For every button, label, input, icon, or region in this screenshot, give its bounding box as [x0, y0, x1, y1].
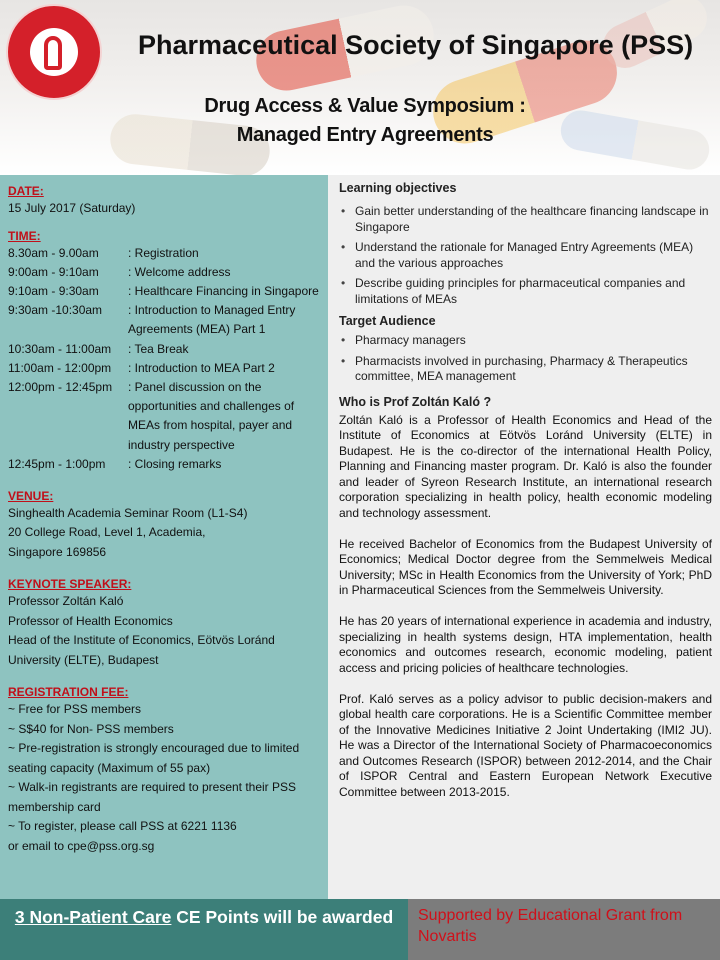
bio-paragraph: He received Bachelor of Economics from the Budapest University of Economics; Medical Doctor degree from the Semmelweis Medical University; MSc in Health Economics from the University of York; PhD in Pharmaceutical Sciences from the Semmelweis University.	[339, 536, 712, 597]
fee-line: ~ Free for PSS members	[8, 702, 142, 717]
schedule-desc: : Introduction to MEA Part 2	[128, 360, 275, 375]
list-item: • Pharmacists involved in purchasing, Pharmacy & Therapeutics committee, MEA management	[339, 354, 712, 385]
ce-points-highlight: 3 Non-Patient Care	[14, 907, 172, 927]
keynote-line: Professor of Health Economics	[8, 613, 173, 628]
fee-line: ~ To register, please call PSS at 6221 1136 or email to cpe@pss.org.sg	[8, 819, 237, 853]
header-banner	[0, 0, 720, 175]
schedule-row	[8, 378, 328, 455]
list-item: • Gain better understanding of the healthcare financing landscape in Singapore	[339, 204, 712, 235]
schedule-desc: : Tea Break	[128, 341, 189, 356]
schedule-time: 9:10am - 9:30am	[8, 283, 99, 298]
learning-objectives-list	[339, 204, 712, 307]
schedule-row	[8, 455, 328, 474]
schedule-row	[8, 263, 328, 282]
keynote-line: Professor Zoltán Kaló	[8, 594, 124, 609]
schedule-row	[8, 244, 328, 263]
bio-heading: Who is Prof Zoltán Kaló ?	[339, 394, 492, 409]
keynote-line: Head of the Institute of Economics, Eötvös Loránd University (ELTE), Budapest	[8, 633, 275, 667]
fee-line: ~ Pre-registration is strongly encouraged due to limited seating capacity (Maximum of 55 pax)	[8, 741, 300, 775]
event-title-line2: Managed Entry Agreements	[236, 124, 494, 146]
sponsor-banner	[408, 899, 720, 960]
event-details-panel	[0, 175, 328, 899]
bio-paragraph: He has 20 years of international experience in academia and industry, specializing in health systems design, HTA implementation, health economics and outcomes research, economic modeling, patient access and pricing policies of healthcare technologies.	[339, 614, 712, 675]
pss-logo	[6, 4, 102, 100]
bio-paragraph: Zoltán Kaló is a Professor of Health Economics and Head of the Institute of Economics at Eötvös Loránd University (ELTE) in Budapest. He is the co-director of the international Health Policy, Planning and Financing master program. Dr. Kaló is also the founder and leader of Syreon Research Institute, an international research corporation specializing in health policy, health economic modeling and technology assessment.	[339, 412, 712, 520]
learning-objectives-heading: Learning objectives	[339, 181, 457, 195]
schedule-time: 9:30am -10:30am	[8, 303, 103, 318]
date-value: 15 July 2017 (Saturday)	[8, 201, 136, 215]
event-title	[165, 92, 565, 150]
pill-image	[558, 107, 713, 172]
schedule-desc: : Closing remarks	[128, 456, 222, 471]
schedule-row	[8, 282, 328, 301]
schedule-row	[8, 340, 328, 359]
sponsor-text: Supported by Educational Grant from Novartis	[418, 907, 683, 945]
schedule-time: 11:00am - 12:00pm	[8, 360, 112, 375]
time-label: TIME:	[8, 228, 41, 243]
bio-paragraph: Prof. Kaló serves as a policy advisor to public decision-makers and global health care corporations. He is a Scientific Committee member of the Innovative Medicines Initiative 2 Joint Undertaking (IMI2 JU). He was a Director of the International Society of Pharmacoeconomics and Outcomes Research (ISPOR) between 2012-2014, and the Chair of ISPOR Central and Eastern European Network Executive Committee between 2013-2015.	[339, 691, 712, 799]
schedule-desc: : Introduction to Managed Entry Agreements (MEA) Part 1	[128, 303, 296, 337]
target-audience-list	[339, 333, 712, 385]
schedule-list	[8, 244, 328, 474]
schedule-row	[8, 359, 328, 378]
schedule-desc: : Registration	[128, 245, 199, 260]
venue-line: Singhealth Academia Seminar Room (L1-S4)	[8, 505, 248, 520]
schedule-time: 8.30am - 9.00am	[8, 245, 99, 260]
list-item: • Describe guiding principles for pharmaceutical companies and limitations of MEAs	[339, 276, 712, 307]
list-item: • Pharmacy managers	[339, 333, 712, 349]
event-title-line1: Drug Access & Value Symposium :	[204, 95, 526, 117]
logo-serpent-icon	[44, 36, 62, 70]
fee-label: REGISTRATION FEE:	[8, 685, 129, 700]
schedule-time: 12:45pm - 1:00pm	[8, 456, 106, 471]
keynote-label: KEYNOTE SPEAKER:	[8, 577, 132, 592]
venue-label: VENUE:	[8, 488, 54, 503]
date-label: DATE:	[8, 184, 44, 198]
list-item: • Understand the rationale for Managed Entry Agreements (MEA) and the various approaches	[339, 240, 712, 271]
schedule-time: 12:00pm - 12:45pm	[8, 379, 113, 394]
org-title: Pharmaceutical Society of Singapore (PSS)	[138, 30, 694, 60]
schedule-desc: : Healthcare Financing in Singapore	[128, 283, 319, 298]
schedule-desc: : Welcome address	[128, 264, 231, 279]
ce-points-text: CE Points will be awarded	[171, 907, 394, 927]
fee-line: ~ S$40 for Non- PSS members	[8, 721, 174, 736]
venue-line: 20 College Road, Level 1, Academia,	[8, 525, 206, 540]
target-audience-heading: Target Audience	[339, 314, 436, 328]
schedule-row	[8, 301, 328, 339]
schedule-time: 10:30am - 11:00am	[8, 341, 112, 356]
schedule-time: 9:00am - 9:10am	[8, 264, 99, 279]
schedule-desc: : Panel discussion on the opportunities and challenges of MEAs from hospital, payer and industry perspective	[128, 379, 295, 452]
fee-line: ~ Walk-in registrants are required to present their PSS membership card	[8, 780, 297, 814]
venue-line: Singapore 169856	[8, 544, 107, 559]
info-panel	[328, 175, 720, 899]
ce-points-banner	[0, 899, 408, 960]
